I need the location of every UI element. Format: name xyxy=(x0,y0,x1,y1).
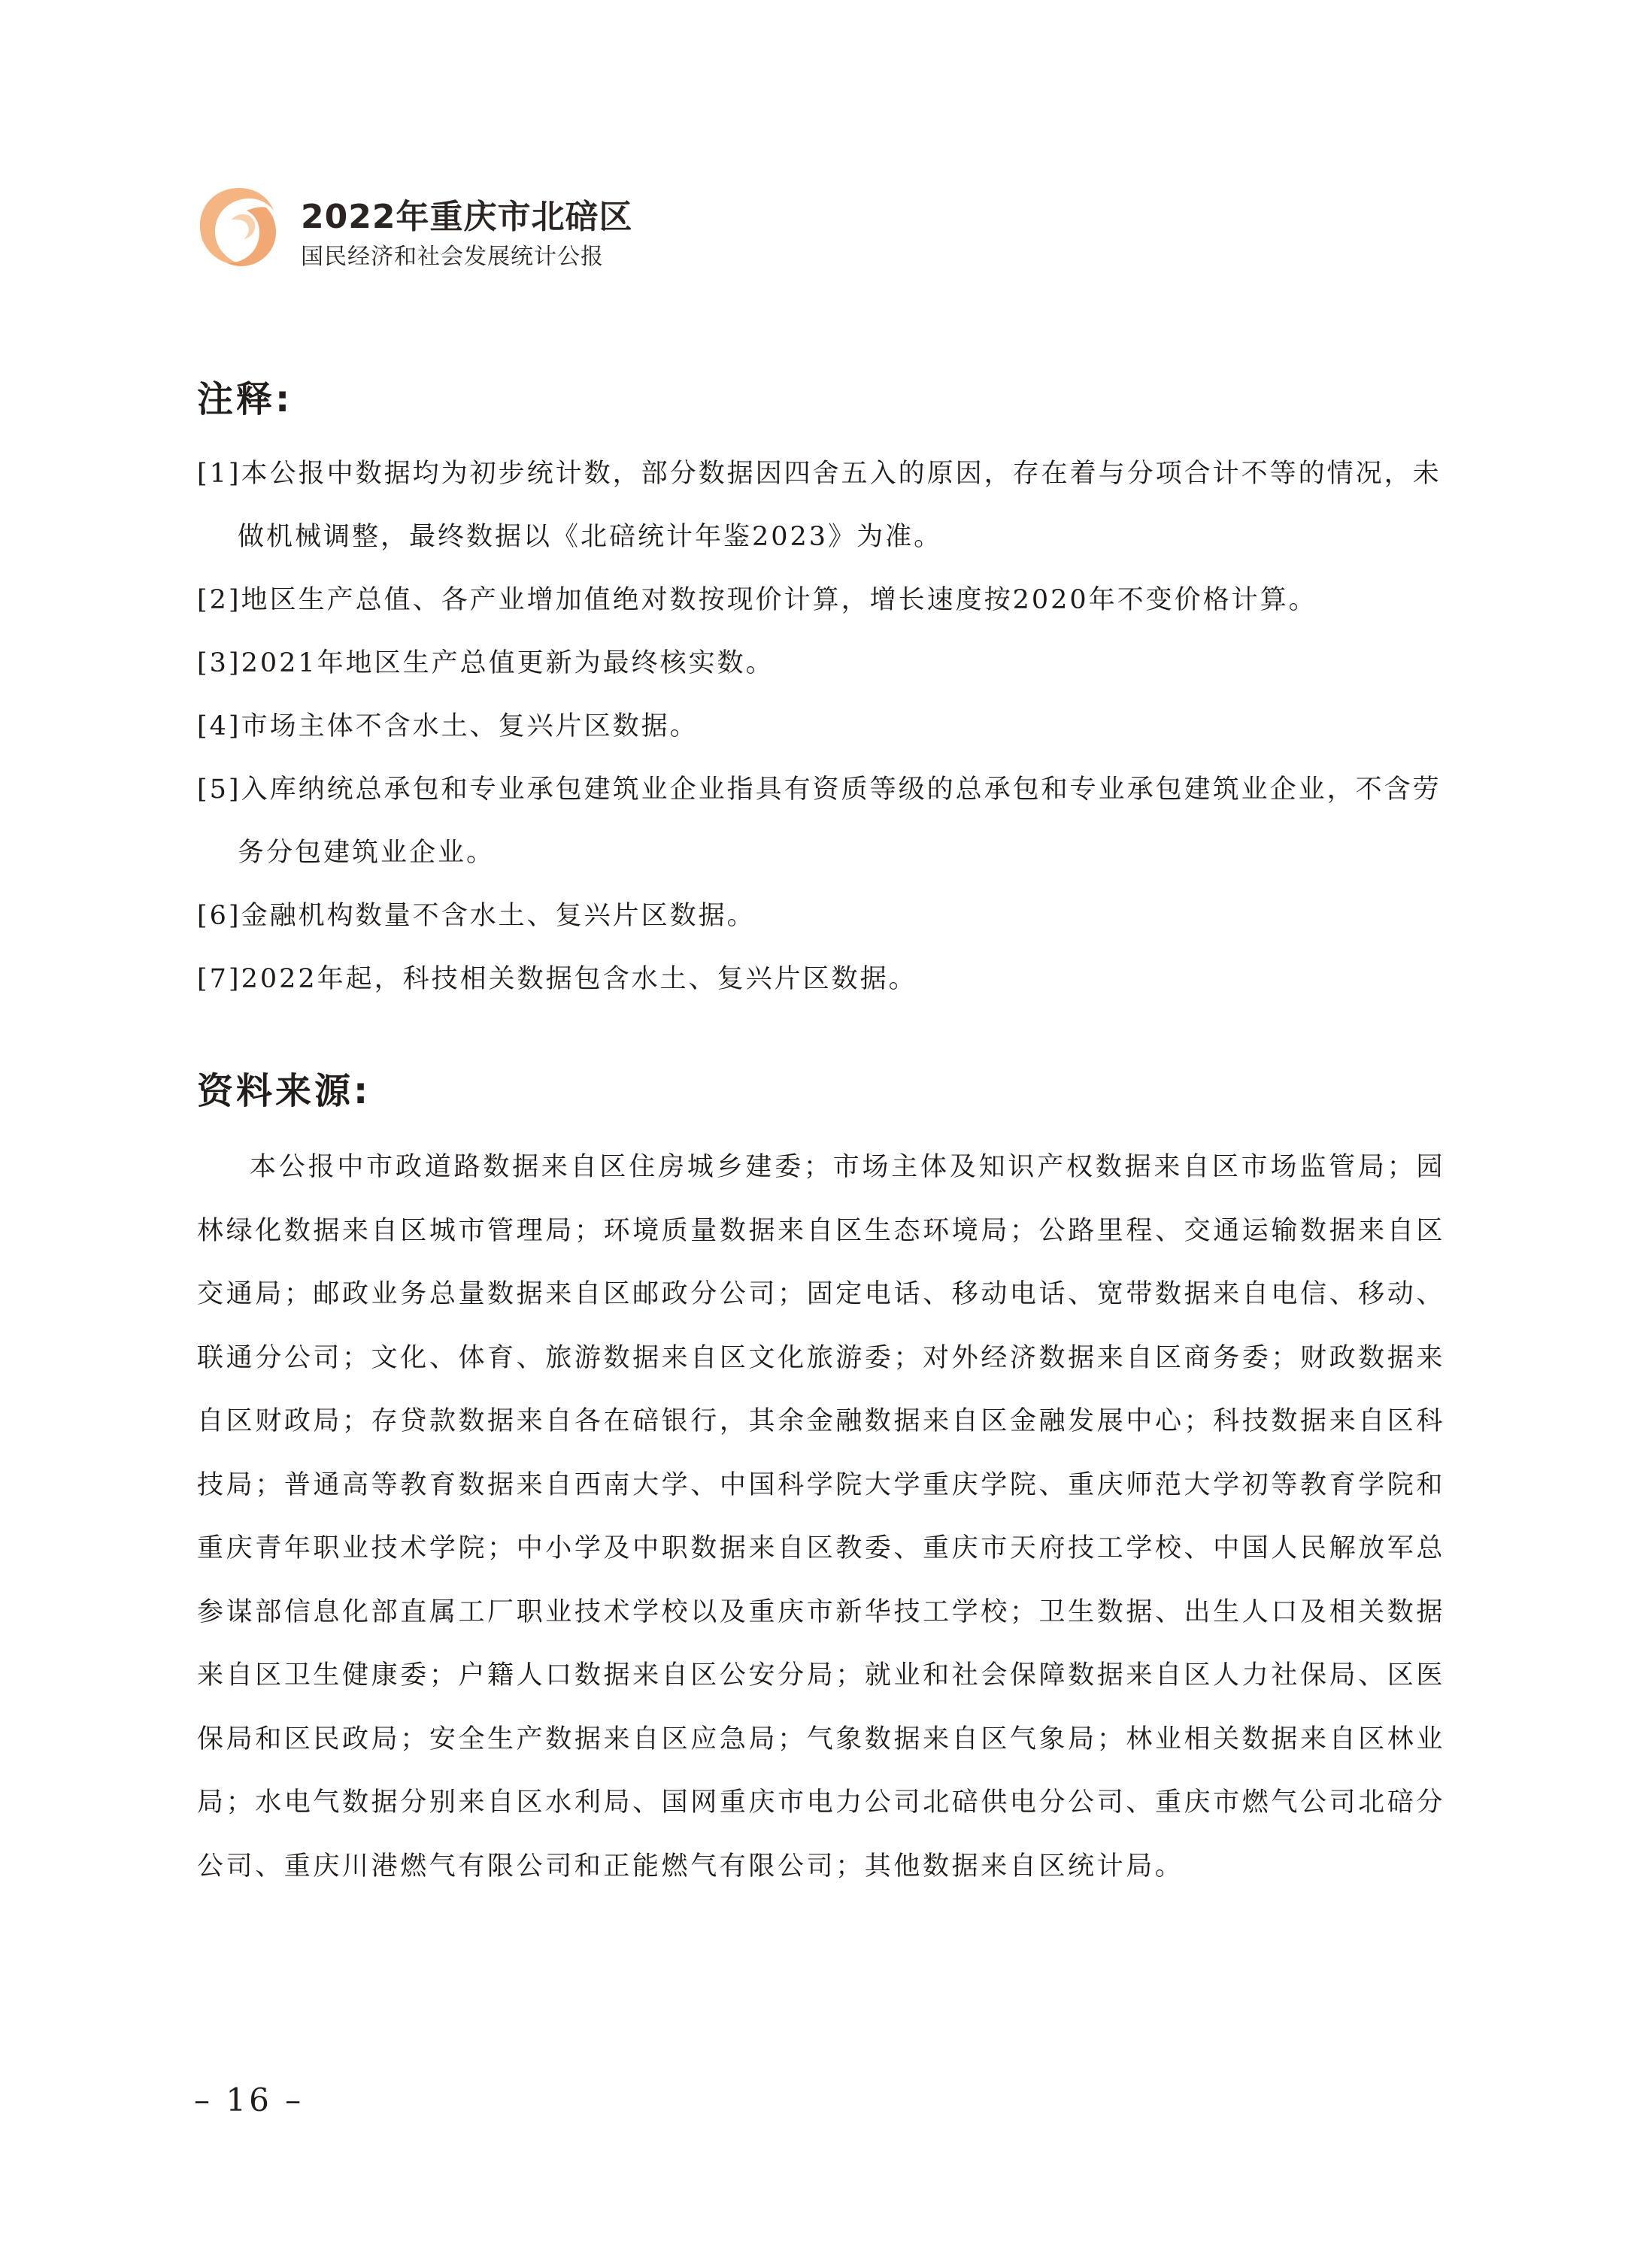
report-subtitle: 国民经济和社会发展统计公报 xyxy=(301,244,604,270)
sources-heading: 资料来源: xyxy=(197,1070,371,1112)
report-header xyxy=(194,179,871,277)
sources-paragraph: 本公报中市政道路数据来自区住房城乡建委；市场主体及知识产权数据来自区市场监管局；园林绿化数据来自区城市管理局；环境质量数据来自区生态环境局；公路里程、交通运输数据来自区交通局；邮政业务总量数据来自区邮政分公司；固定电话、移动电话、宽带数据来自电信、移动、联通分公司；文化、体育、旅游数据来自区文化旅游委；对外经济数据来自区商务委；财政数据来自区财政局；存贷款数据来自各在碚银行，其余金融数据来自区金融发展中心；科技数据来自区科技局；普通高等教育数据来自西南大学、中国科学院大学重庆学院、重庆师范大学初等教育学院和重庆青年职业技术学院；中小学及中职数据来自区教委、重庆市天府技工学校、中国人民解放军总参谋部信息化部直属工厂职业技术学校以及重庆市新华技工学校；卫生数据、出生人口及相关数据来自区卫生健康委；户籍人口数据来自区公安分局；就业和社会保障数据来自区人力社保局、区医保局和区民政局；安全生产数据来自区应急局；气象数据来自区气象局；林业相关数据来自区林业局；水电气数据分别来自区水利局、国网重庆市电力公司北碚供电分公司、重庆市燃气公司北碚分公司、重庆川港燃气有限公司和正能燃气有限公司；其他数据来自区统计局。 xyxy=(197,1152,1445,1881)
note-item: [1]本公报中数据均为初步统计数，部分数据因四舍五入的原因，存在着与分项合计不等的情况，未做机械调整，最终数据以《北碚统计年鉴2023》为准。 xyxy=(197,459,1442,552)
note-item: [3]2021年地区生产总值更新为最终核实数。 xyxy=(197,648,775,678)
note-item: [4]市场主体不含水土、复兴片区数据。 xyxy=(197,711,699,741)
note-item: [6]金融机构数量不含水土、复兴片区数据。 xyxy=(197,901,756,931)
note-item: [2]地区生产总值、各产业增加值绝对数按现价计算，增长速度按2020年不变价格计算。 xyxy=(197,585,1317,615)
swirl-logo-icon xyxy=(194,182,284,271)
note-item: [5]入库纳统总承包和专业承包建筑业企业指具有资质等级的总承包和专业承包建筑业企业，不含劳务分包建筑业企业。 xyxy=(197,775,1442,868)
notes-list xyxy=(197,442,1445,1011)
report-title: 2022年重庆市北碚区 xyxy=(301,198,633,236)
note-item: [7]2022年起，科技相关数据包含水土、复兴片区数据。 xyxy=(197,964,917,994)
page-number: – 16 – xyxy=(194,2082,305,2118)
notes-heading: 注释: xyxy=(197,378,293,420)
